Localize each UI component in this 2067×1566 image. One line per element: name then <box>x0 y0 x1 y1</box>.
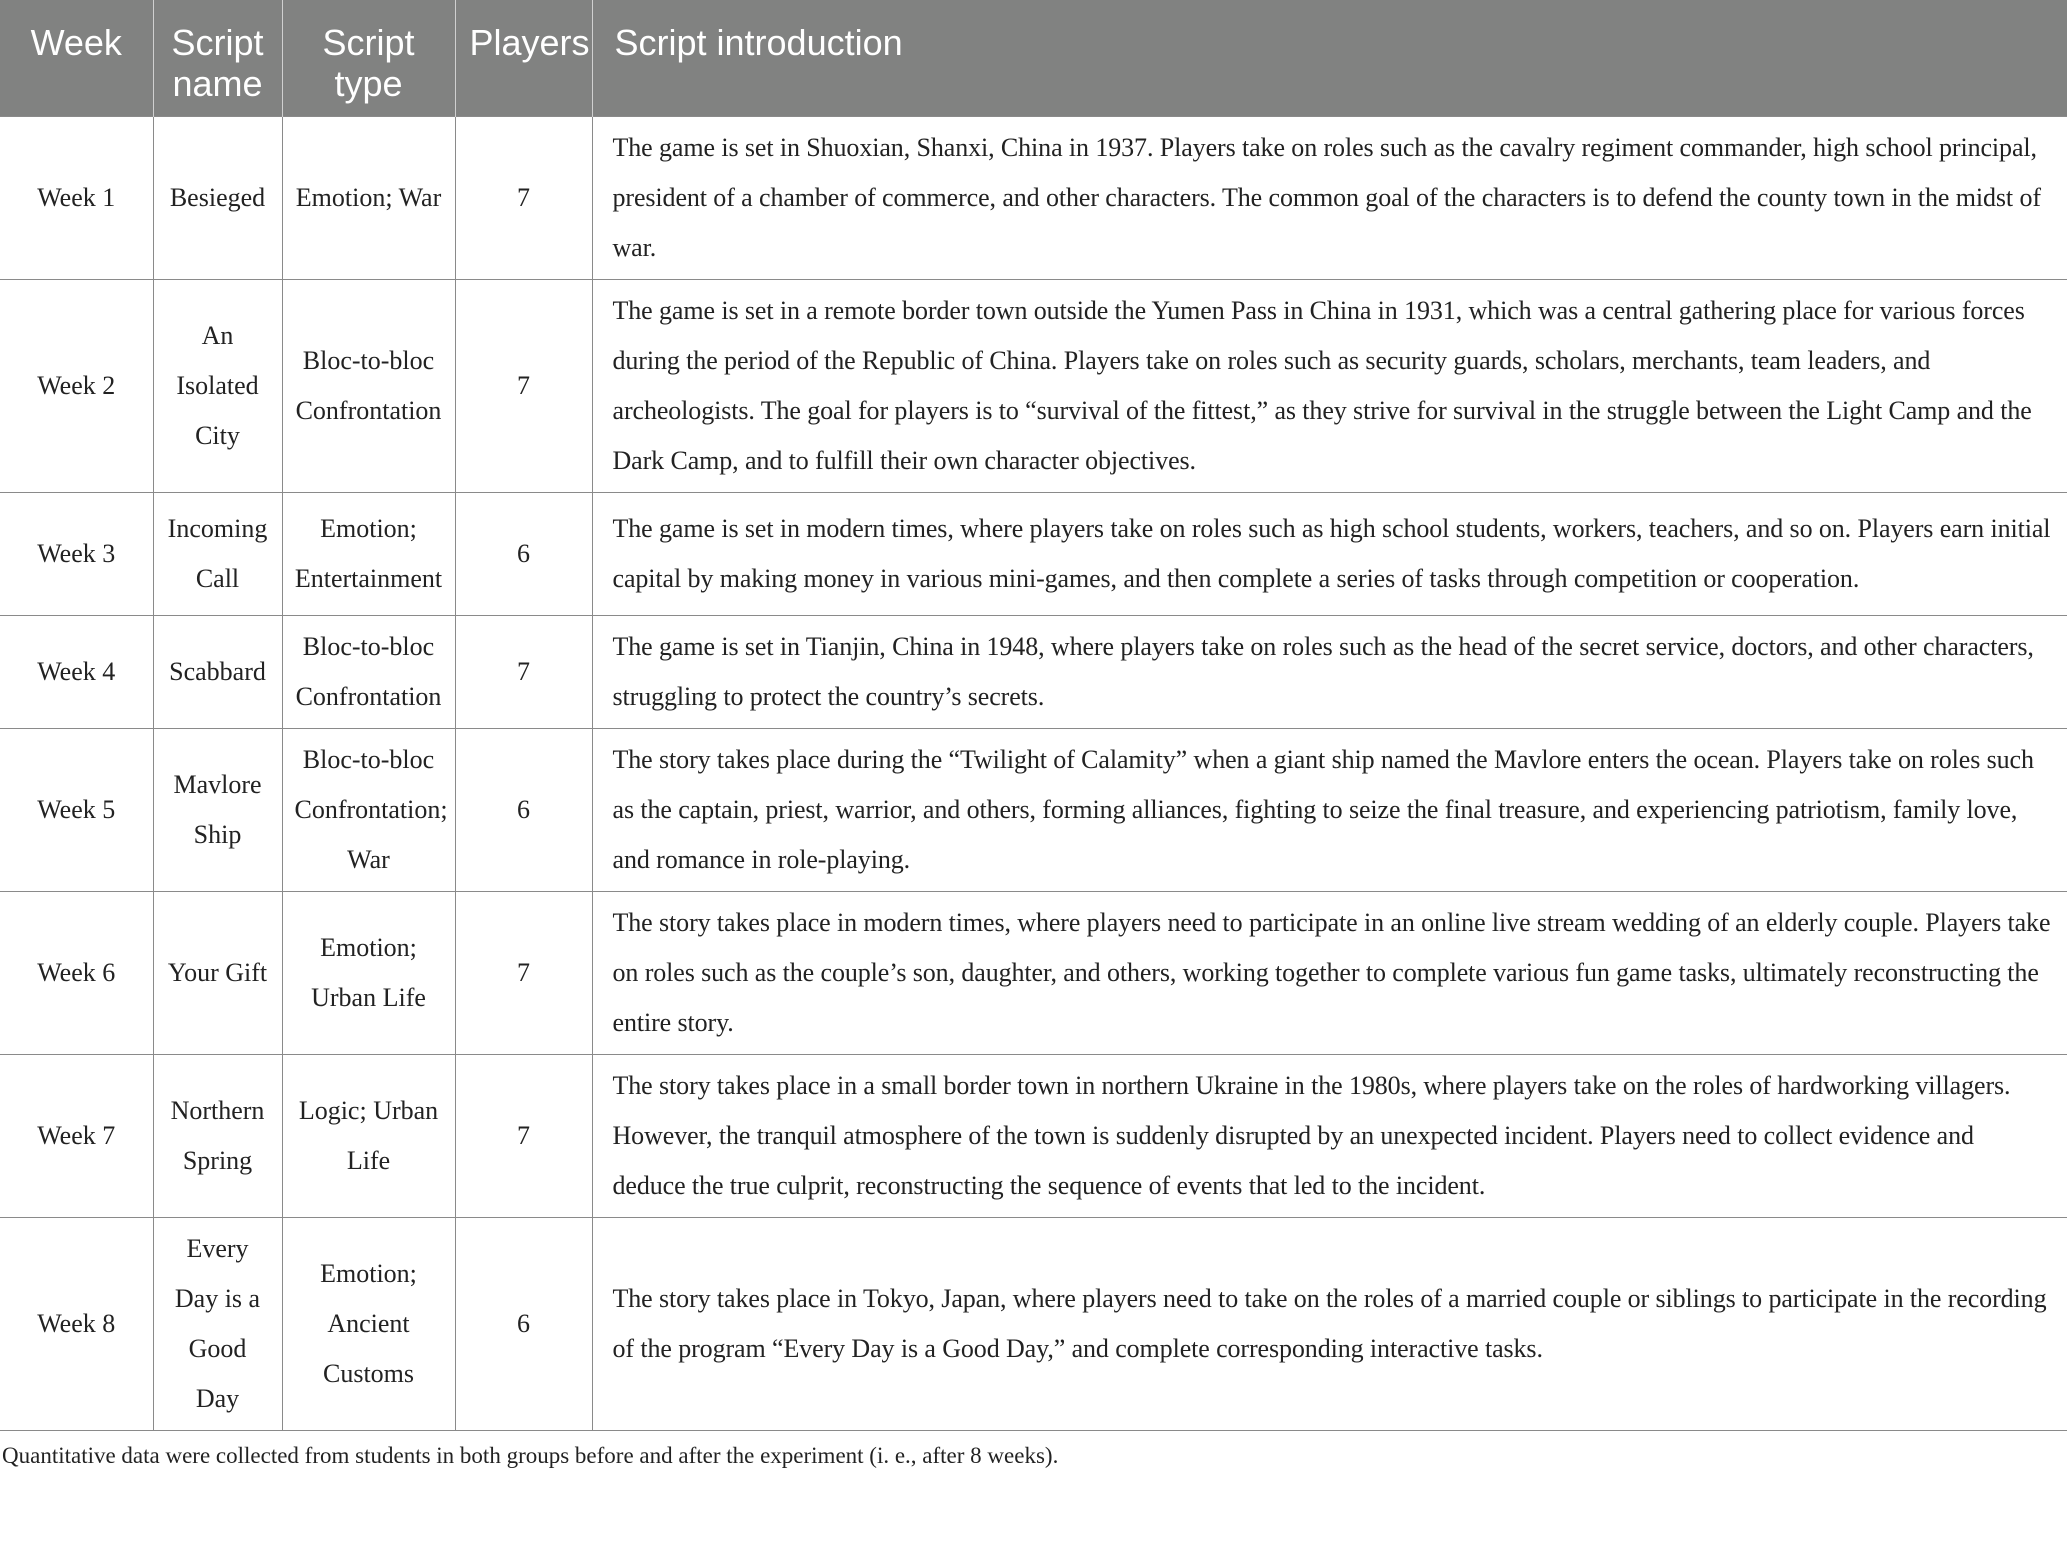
cell-script-name: Besieged <box>153 117 282 280</box>
cell-script-type: Bloc-to-bloc Confrontation; War <box>282 729 455 892</box>
header-row <box>0 0 2067 117</box>
cell-script-name: An Isolated City <box>153 280 282 493</box>
cell-week: Week 3 <box>0 493 153 616</box>
table-row <box>0 1055 2067 1218</box>
header-script-introduction: Script introduction <box>592 0 2067 117</box>
cell-week: Week 8 <box>0 1218 153 1431</box>
cell-script-name: Northern Spring <box>153 1055 282 1218</box>
cell-script-introduction: The game is set in a remote border town outside the Yumen Pass in China in 1931, which was a central gathering place for various forces during the period of the Republic of China. Players take on roles such as security guards, scholars, merchants, team leaders, and archeologists. The goal for players is to “survival of the fittest,” as they strive for survival in the struggle between the Light Camp and the Dark Camp, and to fulfill their own character objectives. <box>592 280 2067 493</box>
cell-script-name: Scabbard <box>153 616 282 729</box>
header-script-name: Script name <box>153 0 282 117</box>
table-header <box>0 0 2067 117</box>
cell-script-introduction: The story takes place in Tokyo, Japan, where players need to take on the roles of a married couple or siblings to participate in the recording of the program “Every Day is a Good Day,” and complete corresponding interactive tasks. <box>592 1218 2067 1431</box>
cell-players: 6 <box>455 729 592 892</box>
header-script-type: Script type <box>282 0 455 117</box>
cell-script-introduction: The story takes place in a small border town in northern Ukraine in the 1980s, where players take on the roles of hardworking villagers. However, the tranquil atmosphere of the town is suddenly disrupted by an unexpected incident. Players need to collect evidence and deduce the true culprit, reconstructing the sequence of events that led to the incident. <box>592 1055 2067 1218</box>
table-row <box>0 280 2067 493</box>
table-row <box>0 493 2067 616</box>
cell-script-introduction: The story takes place during the “Twilight of Calamity” when a giant ship named the Mavlore enters the ocean. Players take on roles such as the captain, priest, warrior, and others, forming alliances, fighting to seize the final treasure, and experiencing patriotism, family love, and romance in role-playing. <box>592 729 2067 892</box>
cell-script-type: Bloc-to-bloc Confrontation <box>282 616 455 729</box>
cell-week: Week 6 <box>0 892 153 1055</box>
table-row <box>0 892 2067 1055</box>
table-row <box>0 616 2067 729</box>
cell-script-type: Emotion; Urban Life <box>282 892 455 1055</box>
cell-week: Week 7 <box>0 1055 153 1218</box>
table-row <box>0 117 2067 280</box>
cell-script-name: Every Day is a Good Day <box>153 1218 282 1431</box>
cell-week: Week 2 <box>0 280 153 493</box>
cell-players: 7 <box>455 280 592 493</box>
table-row <box>0 1218 2067 1431</box>
cell-script-name: Incoming Call <box>153 493 282 616</box>
cell-week: Week 5 <box>0 729 153 892</box>
table-body <box>0 117 2067 1431</box>
cell-players: 7 <box>455 616 592 729</box>
cell-script-introduction: The game is set in modern times, where players take on roles such as high school students, workers, teachers, and so on. Players earn initial capital by making money in various mini-games, and then complete a series of tasks through competition or cooperation. <box>592 493 2067 616</box>
table-row <box>0 729 2067 892</box>
cell-players: 7 <box>455 1055 592 1218</box>
cell-script-type: Emotion; Ancient Customs <box>282 1218 455 1431</box>
header-players: Players <box>455 0 592 117</box>
header-week: Week <box>0 0 153 117</box>
table-footnote: Quantitative data were collected from students in both groups before and after the experiment (i. e., after 8 weeks). <box>2 1443 1059 1468</box>
cell-players: 7 <box>455 117 592 280</box>
cell-players: 6 <box>455 1218 592 1431</box>
cell-script-type: Bloc-to-bloc Confrontation <box>282 280 455 493</box>
cell-players: 7 <box>455 892 592 1055</box>
cell-script-type: Emotion; Entertainment <box>282 493 455 616</box>
cell-script-introduction: The story takes place in modern times, where players need to participate in an online live stream wedding of an elderly couple. Players take on roles such as the couple’s son, daughter, and others, working together to complete various fun game tasks, ultimately reconstructing the entire story. <box>592 892 2067 1055</box>
cell-week: Week 1 <box>0 117 153 280</box>
cell-script-name: Your Gift <box>153 892 282 1055</box>
cell-script-type: Emotion; War <box>282 117 455 280</box>
cell-script-introduction: The game is set in Shuoxian, Shanxi, China in 1937. Players take on roles such as the cavalry regiment commander, high school principal, president of a chamber of commerce, and other characters. The common goal of the characters is to defend the county town in the midst of war. <box>592 117 2067 280</box>
cell-week: Week 4 <box>0 616 153 729</box>
cell-script-name: Mavlore Ship <box>153 729 282 892</box>
cell-script-introduction: The game is set in Tianjin, China in 1948, where players take on roles such as the head of the secret service, doctors, and other characters, struggling to protect the country’s secrets. <box>592 616 2067 729</box>
cell-players: 6 <box>455 493 592 616</box>
cell-script-type: Logic; Urban Life <box>282 1055 455 1218</box>
